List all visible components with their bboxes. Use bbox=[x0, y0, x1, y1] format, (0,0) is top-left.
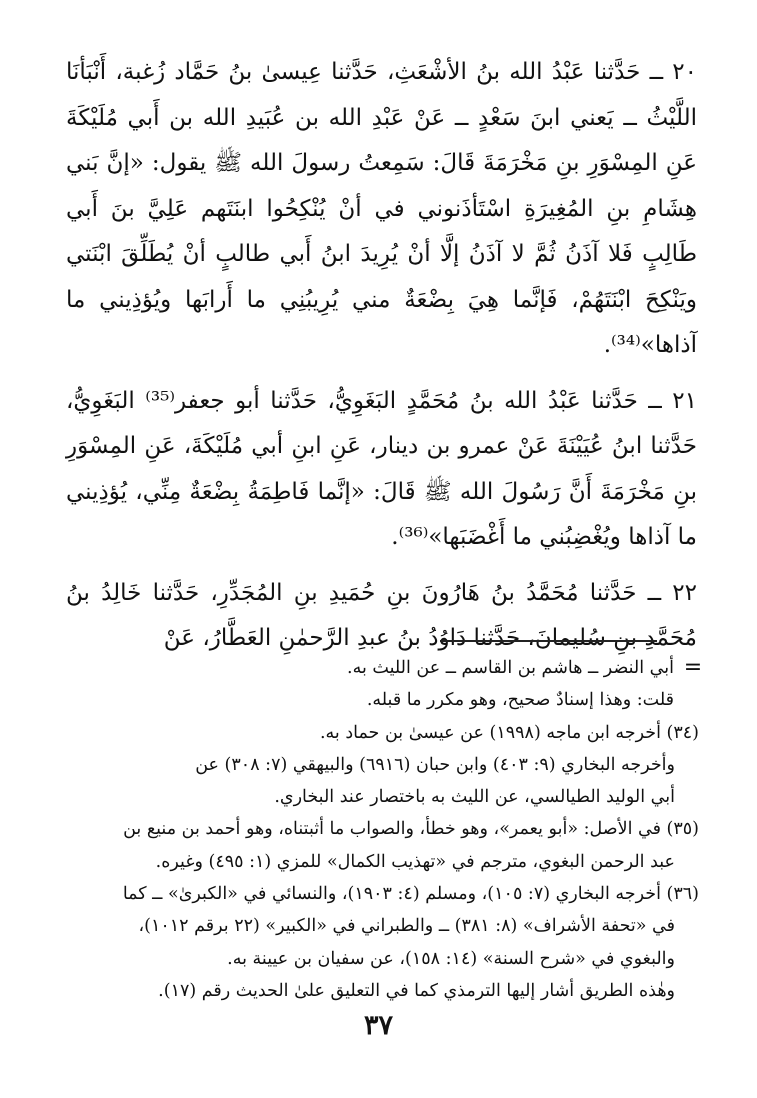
continuation-mark: = bbox=[683, 655, 703, 680]
hadith-paragraph-21: ٢١ ــ حَدَّثنا عَبْدُ الله بنُ مُحَمَّدٍ البَغَوِيُّ، حَدَّثنا أبو جعفر⁽³⁵⁾ البَغَوِيُّ، حَدَّثنا ابنُ عُيَيْنَةَ عَنْ عمرو بن دينار، عَنِ ابنِ أبي مُلَيْكَةَ، عَنِ المِسْوَرِ بنِ مَخْرَمَةَ أَنَّ رَسُولَ الله ﷺ قَالَ: «إنَّما فَاطِمَةُ بِضْعَةٌ مِنِّي، يُؤذِيني ما آذاها ويُغْضِبُني ما أَغْضَبَها»⁽³⁶⁾. bbox=[66, 387, 697, 550]
footnote-line: (٣٤) أخرجه ابن ماجه (١٩٩٨) عن عيسىٰ بن حماد به. bbox=[319, 722, 699, 743]
hadith-paragraph-22: ٢٢ ــ حَدَّثنا مُحَمَّدُ بنُ هَارُونَ بنِ حُمَيدِ بنِ المُجَدِّرِ، حَدَّثنا خَالِدُ بنُ مُحَمَّدِ بنِ سُليمانَ، حَدَّثنا دَاوُدُ بنُ عبدِ الرَّحمٰنِ العَطَّارُ، عَنْ bbox=[66, 579, 697, 651]
footnotes bbox=[66, 652, 699, 1007]
hadith-paragraph-20: ٢٠ ــ حَدَّثنا عَبْدُ الله بنُ الأشْعَثِ، حَدَّثنا عِيسىٰ بنُ حَمَّاد زُغبة، أَنْبَأنَا اللَّيْثُ ــ يَعني ابنَ سَعْدٍ ــ عَنْ عَبْدِ الله بن عُبَيدِ الله بن أَبي مُلَيْكَةَ عَنِ المِسْوَرِ بنِ مَخْرَمَةَ قَالَ: سَمِعتُ رسولَ الله ﷺ يقول: «إنَّ بَني هِشَامِ بنِ المُغِيرَةِ اسْتَأذَنوني في أنْ يُنْكِحُوا ابنَتَهم عَلِيَّ بنَ أَبي طَالِبٍ فَلا آذَنُ ثُمَّ لا آذَنُ إلَّا أنْ يُرِيدَ ابنُ أَبي طالبٍ أنْ يُطَلِّقَ ابْنَتي ويَنْكِحَ ابْنَتَهُمْ، فَإنَّما هِيَ بِضْعَةٌ مني يُرِيبُنِي ما أَرابَها ويُؤذِيني ما آذاها»⁽³⁴⁾. bbox=[66, 59, 697, 358]
footnote-line: أبي النضر ــ هاشم بن القاسم ــ عن الليث به. bbox=[347, 658, 674, 678]
footnote-line: والبغوي في «شرح السنة» (١٤: ١٥٨)، عن سفيان بن عيينة به. bbox=[227, 948, 675, 969]
footnote-separator bbox=[440, 640, 657, 642]
footnote-line: عبد الرحمن البغوي، مترجم في «تهذيب الكمال» للمزي (١: ٤٩٥) وغيره. bbox=[155, 851, 675, 872]
footnote-line: قلت: وهذا إسنادٌ صحيح، وهو مكرر ما قبله. bbox=[366, 690, 674, 711]
main-text bbox=[66, 50, 697, 670]
page-number: ٣٧ bbox=[363, 1010, 393, 1041]
footnote-line: في «تحفة الأشراف» (٨: ٣٨١) ــ والطبراني في «الكبير» (٢٢ برقم ١٠١٢)، bbox=[138, 916, 675, 937]
footnote-line: أبي الوليد الطيالسي، عن الليث به باختصار عند البخاري. bbox=[274, 787, 675, 808]
footnote-line: (٣٦) أخرجه البخاري (٧: ١٠٥)، ومسلم (٤: ١٩٠٣)، والنسائي في «الكبرىٰ» ــ كما bbox=[122, 884, 699, 905]
footnote-line: وهٰذه الطريق أشار إليها الترمذي كما في التعليق علىٰ الحديث رقم (١٧). bbox=[158, 980, 675, 1001]
footnote-line: (٣٥) في الأصل: «أبو يعمر»، وهو خطأ، والصواب ما أثبتناه، وهو أحمد بن منيع بن bbox=[123, 819, 699, 840]
footnote-line: وأخرجه البخاري (٩: ٤٠٣) وابن حبان (٦٩١٦) والبيهقي (٧: ٣٠٨) عن bbox=[195, 754, 675, 775]
